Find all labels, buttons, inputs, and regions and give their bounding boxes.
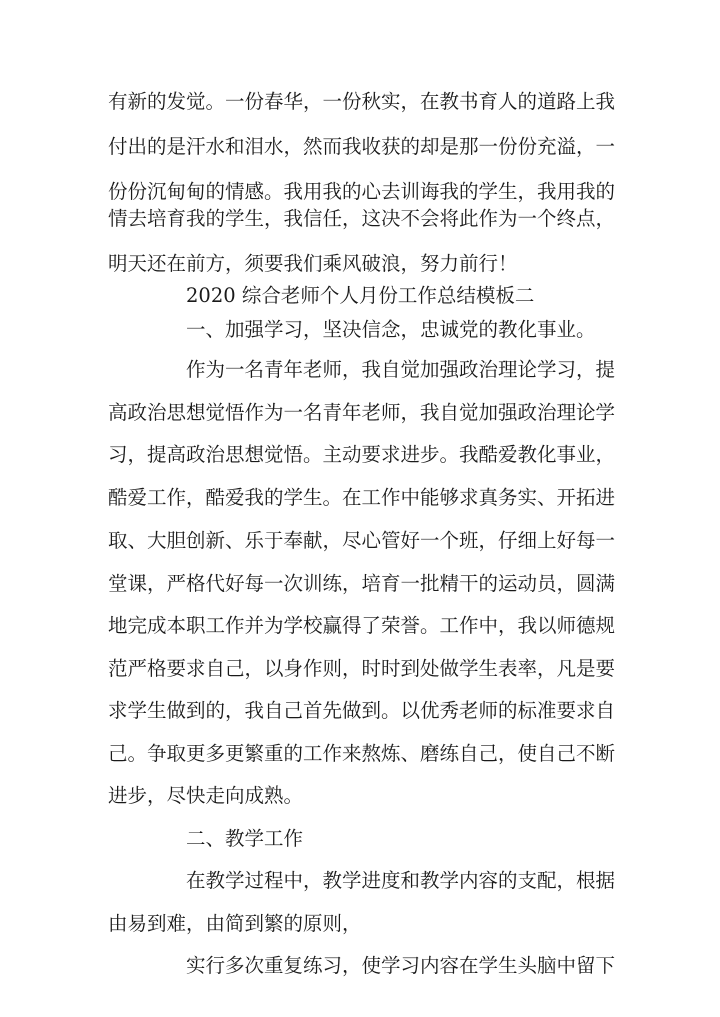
section-heading: 二、教学工作 [186,827,304,850]
text-line: 堂课，严格代好每一次训练，培育一批精干的运动员，圆满 [108,572,616,595]
section-title: 2020 综合老师个人月份工作总结模板二 [186,284,535,307]
text-line: 范严格要求自己，以身作则，时时到处做学生表率，凡是要 [108,657,616,680]
text-line: 情去培育我的学生，我信任，这决不会将此作为一个终点， [108,207,616,230]
text-line: 付出的是汗水和泪水，然而我收获的却是那一份份充溢，一 [108,135,616,158]
text-line: 进步，尽快走向成熟。 [108,784,304,807]
text-line: 实行多次重复练习，使学习内容在学生头脑中留下 [186,954,616,977]
text-line: 在教学过程中，教学进度和教学内容的支配，根据 [186,869,616,892]
text-line: 明天还在前方，须要我们乘风破浪，努力前行！ [108,252,518,275]
text-line: 由易到难，由简到繁的原则， [108,912,362,935]
section-heading: 一、加强学习，坚决信念，忠诚党的教化事业。 [186,318,596,341]
text-line: 己。争取更多更繁重的工作来熬炼、磨练自己，使自己不断 [108,742,616,765]
text-line: 高政治思想觉悟作为一名青年老师，我自觉加强政治理论学 [108,401,616,424]
text-line: 份份沉甸甸的情感。我用我的心去训诲我的学生，我用我的 [108,180,616,203]
text-line: 有新的发觉。一份春华，一份秋实，在教书育人的道路上我 [108,90,616,113]
text-line: 酷爱工作，酷爱我的学生。在工作中能够求真务实、开拓进 [108,486,616,509]
text-line: 作为一名青年老师，我自觉加强政治理论学习，提 [186,358,616,381]
text-line: 习，提高政治思想觉悟。主动要求进步。我酷爱教化事业， [108,443,616,466]
text-line: 地完成本职工作并为学校赢得了荣誉。工作中，我以师德规 [108,614,616,637]
text-line: 求学生做到的，我自己首先做到。以优秀老师的标准要求自 [108,699,616,722]
text-line: 取、大胆创新、乐于奉献，尽心管好一个班，仔细上好每一 [108,529,616,552]
